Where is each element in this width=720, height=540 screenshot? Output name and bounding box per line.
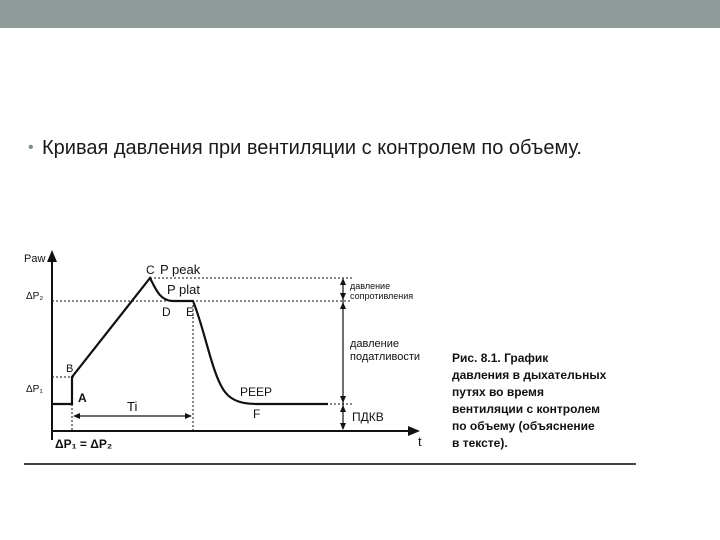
x-axis-label: t (418, 434, 422, 449)
p-peak-label: P peak (160, 262, 201, 277)
y-axis-arrow (47, 250, 57, 262)
point-b-label: B (66, 363, 74, 375)
ti-arrow-left (73, 413, 80, 419)
point-c-label: C (146, 263, 155, 277)
point-f-label: F (253, 407, 261, 421)
caption-line-3: путях во время (452, 385, 544, 399)
dp2-label: ΔP₂ (26, 291, 44, 302)
resistance-pressure-line2: сопротивления (350, 291, 414, 301)
pdkv-label: ПДКВ (352, 410, 384, 424)
brace-plat-arrow-down (340, 293, 346, 300)
p-plat-label: P plat (167, 282, 201, 297)
brace-peep-arrow-down (340, 396, 346, 403)
point-d-label: D (162, 305, 171, 319)
caption-line-5: по объему (объяснение (452, 419, 595, 433)
brace-plat-arrow-up (340, 302, 346, 309)
y-axis-label: Paw (24, 253, 46, 265)
caption-line-2: давления в дыхательных (452, 368, 607, 382)
resistance-pressure-line1: давление (350, 281, 391, 291)
equation-label: ΔP₁ = ΔP₂ (55, 437, 113, 451)
brace-top-arrow (340, 278, 346, 285)
caption-line-4: вентиляции с контролем (452, 402, 601, 416)
peep-label: PEEP (240, 385, 273, 399)
point-e-label: E (186, 305, 195, 319)
compliance-pressure-line2: податливости (350, 351, 421, 363)
dp1-label: ΔP₁ (26, 384, 43, 395)
ti-label: Ti (127, 399, 138, 414)
bullet-dot: • (28, 139, 34, 156)
caption-line-1: Рис. 8.1. График (452, 351, 549, 365)
brace-peep-arrow-up (340, 405, 346, 412)
caption-line-6: в тексте). (452, 436, 508, 450)
point-a-label: A (78, 391, 87, 405)
brace-bottom-arrow (340, 423, 346, 430)
compliance-pressure-line1: давление (350, 338, 400, 350)
bullet-text: Кривая давления при вентиляции с контролем по объему. (42, 137, 582, 159)
ti-arrow-right (185, 413, 192, 419)
